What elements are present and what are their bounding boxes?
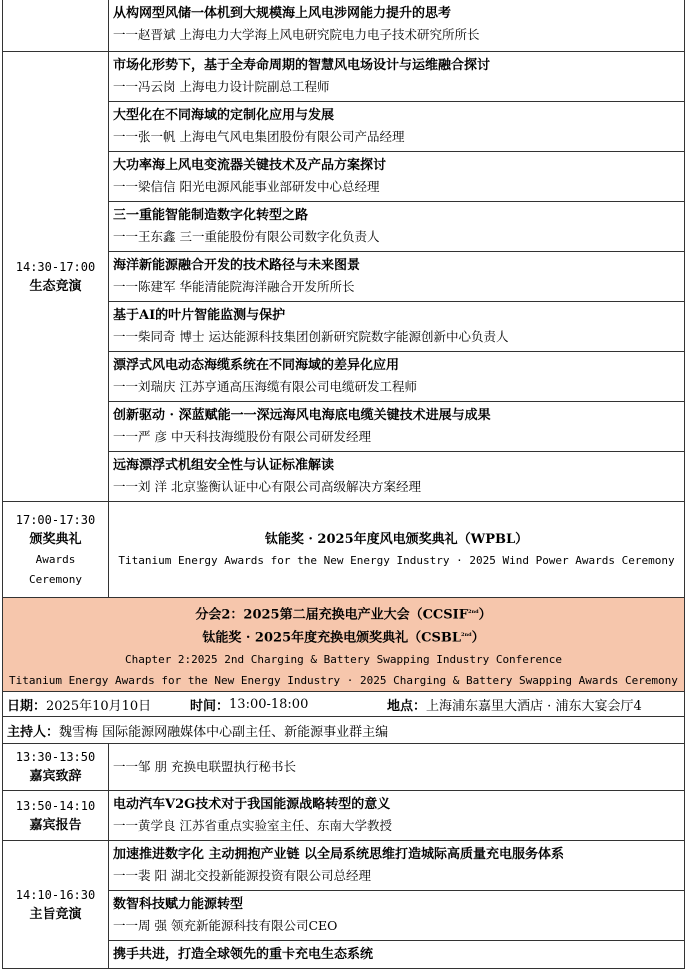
talk-item <box>109 302 684 352</box>
host-row <box>2 717 685 744</box>
session-category: 嘉宾致辞 <box>29 769 82 784</box>
talk-group <box>109 744 684 790</box>
talk-group <box>109 791 684 840</box>
host-label: 主持人： <box>7 724 60 740</box>
talk-group <box>109 841 684 968</box>
time-cell <box>3 791 109 840</box>
talk-speaker: 一一冯云岗 上海电力设计院副总工程师 <box>113 79 330 94</box>
session-time: 14:10-16:30 <box>15 887 96 902</box>
talk-item <box>109 452 684 501</box>
talk-speaker: 一一刘 洋 北京鉴衡认证中心有限公司高级解决方案经理 <box>113 479 421 494</box>
talk-title: 漂浮式风电动态海缆系统在不同海域的差异化应用 <box>113 358 400 373</box>
talk-title: 电动汽车V2G技术对于我国能源战略转型的意义 <box>113 797 391 812</box>
agenda-row-guest-report <box>2 791 685 841</box>
talk-title: 海洋新能源融合开发的技术路径与未来图景 <box>113 258 361 273</box>
time-label: 时间： <box>190 698 230 714</box>
time-cell <box>3 744 109 790</box>
talk-group <box>109 52 684 501</box>
event-info <box>2 692 685 717</box>
talk-item <box>109 202 684 252</box>
session-category-en: Ceremony <box>29 572 82 586</box>
agenda-table <box>2 0 685 969</box>
place-label: 地点： <box>387 698 427 714</box>
talk-item <box>109 352 684 402</box>
talk-title: 市场化形势下，基于全寿命周期的智慧风电场设计与运维融合探讨 <box>113 58 491 73</box>
agenda-row-guest-speech <box>2 744 685 791</box>
session-category: 嘉宾报告 <box>29 817 82 833</box>
chapter-banner <box>2 598 685 692</box>
talk-item <box>109 791 684 840</box>
session-category: 生态竞演 <box>29 278 82 294</box>
agenda-row-awards <box>2 502 685 598</box>
talk-item <box>109 891 684 941</box>
time-cell-empty <box>3 0 109 51</box>
talk-title: 大功率海上风电变流器关键技术及产品方案探讨 <box>113 158 387 173</box>
session-time: 13:50-14:10 <box>15 798 96 813</box>
talk-group <box>109 0 684 51</box>
banner-line-2: 钛能奖 · 2025年度充换电颁奖典礼$(CSBL^{2nd})$ <box>202 630 485 646</box>
agenda-row-top <box>2 0 685 52</box>
agenda-row-keynote <box>2 841 685 969</box>
talk-speaker: 一一周 强 领充新能源科技有限公司CEO <box>113 918 338 933</box>
talk-speaker: 一一陈建军 华能清能院海洋融合开发所所长 <box>113 279 355 294</box>
time-cell <box>3 52 109 501</box>
awards-cell <box>109 502 684 597</box>
place-value: 上海浦东嘉里大酒店 · 浦东大宴会厅4 <box>426 698 642 714</box>
talk-title: 携手共进，打造全球领先的重卡充电生态系统 <box>113 947 374 962</box>
talk-title: 三一重能智能制造数字化转型之路 <box>113 208 309 223</box>
session-category: 颁奖典礼 <box>29 531 82 547</box>
talk-speaker: 一一裴 阳 湖北交投新能源投资有限公司总经理 <box>113 868 371 883</box>
session-time: 17:00-17:30 <box>15 512 96 527</box>
time-cell <box>3 502 109 597</box>
talk-title: 从构网型风储一体机到大规模海上风电涉网能力提升的思考 <box>113 6 452 21</box>
banner-line-3: Chapter 2:2025 2nd Charging & Battery Swapping Industry Conference <box>124 652 563 666</box>
talk-speaker: 一一严 彦 中天科技海缆股份有限公司研发经理 <box>113 429 371 444</box>
session-time: 13:30-13:50 <box>15 750 96 764</box>
time-cell <box>3 841 109 968</box>
talk-item <box>109 402 684 452</box>
talk-title: 加速推进数字化 主动拥抱产业链 以全局系统思维打造城际高质量充电服务体系 <box>113 847 565 862</box>
talk-speaker: 一一柴同奇 博士 运达能源科技集团创新研究院数字能源创新中心负责人 <box>113 329 509 344</box>
talk-title: 大型化在不同海域的定制化应用与发展 <box>113 108 335 123</box>
talk-title: 数智科技赋力能源转型 <box>113 897 244 912</box>
talk-title: 远海漂浮式机组安全性与认证标准解读 <box>113 458 335 473</box>
talk-speaker: 一一黄学良 江苏省重点实验室主任、东南大学教授 <box>113 818 392 833</box>
talk-speaker: 一一邹 朋 充换电联盟执行秘书长 <box>113 759 296 774</box>
talk-title: 创新驱动 · 深蓝赋能一一深远海风电海底电缆关键技术进展与成果 <box>113 408 491 423</box>
date-label: 日期： <box>7 698 47 714</box>
talk-item <box>109 252 684 302</box>
talk-item <box>109 0 684 51</box>
date-value: 2025年10月10日 <box>46 698 152 714</box>
talk-speaker: 一一王东鑫 三一重能股份有限公司数字化负责人 <box>113 229 380 244</box>
award-title-cn: 钛能奖 · 2025年度风电颁奖典礼（WPBL） <box>264 531 529 547</box>
banner-line-4: Titanium Energy Awards for the New Energy Industry · 2025 Charging & Battery Swapping Awards Ceremony <box>9 673 678 687</box>
agenda-row-ecosystem <box>2 52 685 502</box>
talk-item <box>109 52 684 102</box>
talk-title: 基于AI的叶片智能监测与保护 <box>113 308 286 323</box>
talk-item <box>109 841 684 891</box>
talk-speaker: 一一张一帆 上海电气风电集团股份有限公司产品经理 <box>113 129 405 144</box>
time-value: 13:00-18:00 <box>229 696 309 712</box>
session-category-en: Awards <box>35 552 76 566</box>
talk-speaker: 一一梁信信 阳光电源风能事业部研发中心总经理 <box>113 179 380 194</box>
talk-item <box>109 941 684 968</box>
talk-speaker: 一一刘瑞庆 江苏亨通高压海缆有限公司电缆研发工程师 <box>113 379 417 394</box>
talk-speaker: 一一赵晋斌 上海电力大学海上风电研究院电力电子技术研究所所长 <box>113 27 480 42</box>
award-title-en: Titanium Energy Awards for the New Energy Industry · 2025 Wind Power Awards Ceremony <box>118 553 675 567</box>
host-value: 魏雪梅 国际能源网融媒体中心副主任、新能源事业群主编 <box>59 724 389 740</box>
talk-item <box>109 102 684 152</box>
session-time: 14:30-17:00 <box>15 259 96 274</box>
banner-line-1: 分会2：2025第二届充换电产业大会$(CCSIF^{2nd})$ <box>195 607 492 623</box>
talk-item <box>109 152 684 202</box>
session-category: 主旨竞演 <box>29 906 82 922</box>
